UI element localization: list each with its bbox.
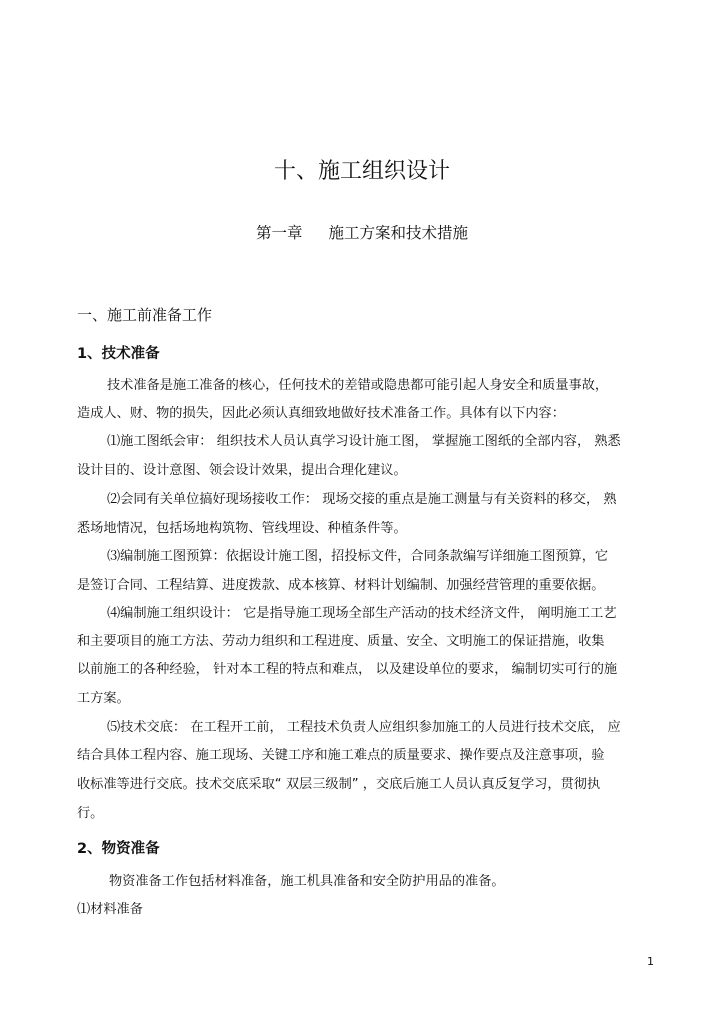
paragraph-line: ⑶编制施工图预算：依据设计施工图，招投标文件，合同条款编写详细施工图预算，它 (107, 549, 609, 564)
section-heading: 一、施工前准备工作 (77, 306, 213, 324)
paragraph-line: ⑴材料准备 (77, 902, 143, 917)
paragraph-line: 行。 (77, 806, 104, 821)
document-title: 十、施工组织设计 (273, 159, 450, 184)
paragraph-line: 造成人、财、物的损失，因此必须认真细致地做好技术准备工作。具体有以下内容： (77, 406, 565, 421)
chapter-heading (0, 222, 724, 244)
paragraph-line: 和主要项目的施工方法、劳动力组织和工程进度、质量、安全、文明施工的保证措施，收集 (77, 634, 605, 649)
paragraph-line: ⑷编制施工组织设计： 它是指导施工现场全部生产活动的技术经济文件， 阐明施工工艺 (107, 606, 617, 621)
paragraph-line: ⑸技术交底： 在工程开工前， 工程技术负责人应组织参加施工的人员进行技术交底， 应 (107, 720, 621, 735)
paragraph-line: 工方案。 (77, 691, 130, 706)
paragraph-line: 收标准等进行交底。技术交底采取“ 双层三级制” ，交底后施工人员认真反复学习，贯彻执 (77, 777, 601, 792)
paragraph-line: 以前施工的各种经验， 针对本工程的特点和难点， 以及建设单位的要求， 编制切实可行的施 (77, 662, 618, 677)
paragraph-line: 技术准备是施工准备的核心，任何技术的差错或隐患都可能引起人身安全和质量事故， (107, 378, 609, 393)
paragraph-line: 结合具体工程内容、施工现场、关键工序和施工难点的质量要求、操作要点及注意事项，验 (77, 748, 605, 763)
paragraph-line: ⑵会同有关单位搞好现场接收工作： 现场交接的重点是施工测量与有关资料的移交， 熟 (107, 492, 617, 507)
paragraph-line: 物资准备工作包括材料准备，施工机具准备和安全防护用品的准备。 (109, 874, 505, 889)
subsection-heading: 2、物资准备 (77, 841, 160, 857)
subsection-heading: 1、技术准备 (77, 346, 160, 362)
chapter-name: 施工方案和技术措施 (328, 224, 469, 242)
paragraph-line: 悉场地情况，包括场地构筑物、管线埋设、种植条件等。 (77, 521, 407, 536)
paragraph-line: ⑴施工图纸会审： 组织技术人员认真学习设计施工图， 掌握施工图纸的全部内容， 熟悉 (107, 434, 621, 449)
chapter-label: 第一章 (255, 224, 303, 242)
paragraph-line: 是签订合同、工程结算、进度拨款、成本核算、材料计划编制、加强经营管理的重要依据。 (77, 578, 605, 593)
paragraph-line: 设计目的、设计意图、领会设计效果，提出合理化建议。 (77, 463, 407, 478)
page-number: 1 (647, 955, 654, 968)
